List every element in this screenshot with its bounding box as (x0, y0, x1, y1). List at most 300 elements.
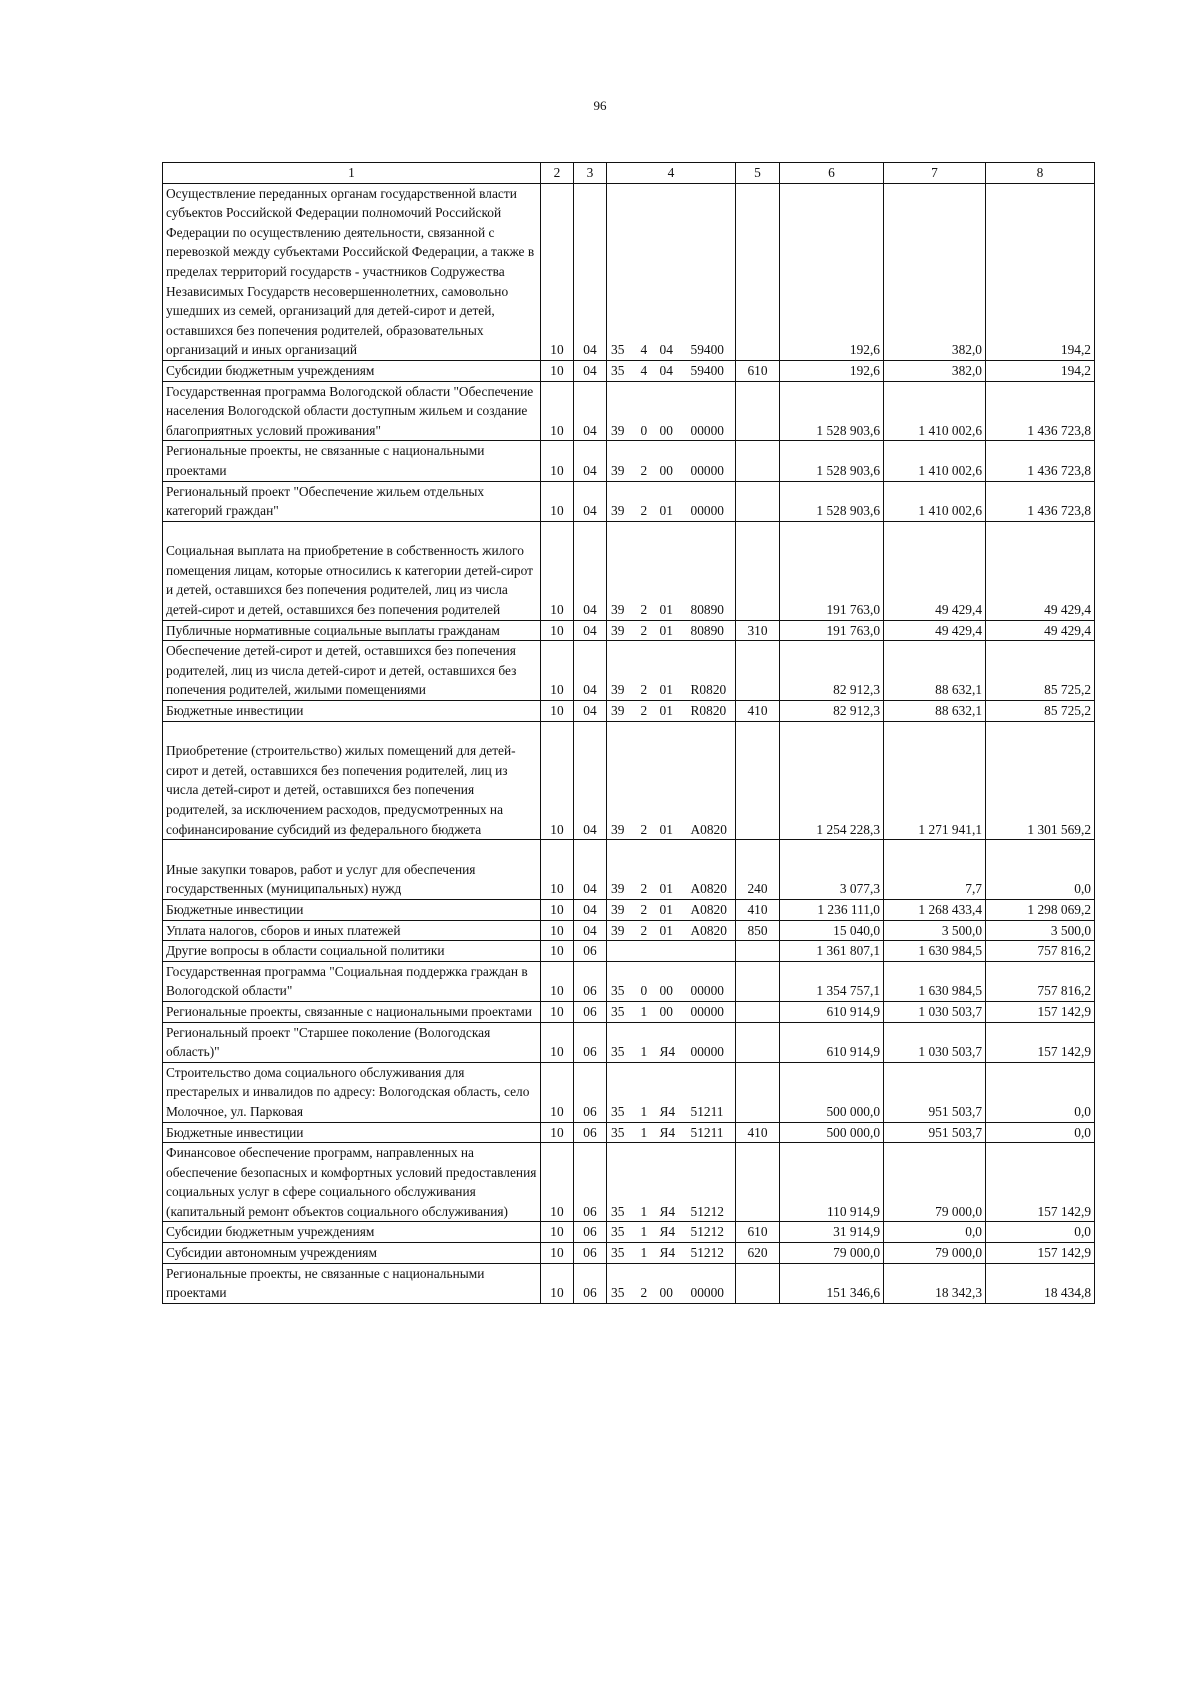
cell-value: 1 361 807,1 (816, 943, 881, 959)
amount-year-2-cell (884, 961, 986, 1001)
amount-year-3-cell (986, 1062, 1095, 1122)
cell-value: 59400 (690, 342, 724, 358)
header-cell: 5 (736, 163, 780, 184)
subsection-code-cell (574, 721, 607, 840)
cell-value: 10 (550, 922, 564, 938)
cell-value: 00 (659, 983, 673, 999)
subprogram-code-cell (639, 481, 658, 521)
direction-code-cell (687, 1222, 736, 1243)
cell-value: 06 (583, 1224, 597, 1240)
cell-value: 2 (640, 682, 648, 698)
section-code-cell (541, 840, 574, 900)
cell-value: 191 763,0 (826, 622, 881, 638)
cell-value: 1 410 002,6 (918, 422, 983, 438)
cell-value: 35 (611, 1044, 625, 1060)
expense-type-cell (736, 1222, 780, 1243)
project-code-cell (658, 641, 687, 701)
section-code-cell (541, 1001, 574, 1022)
cell-value: 39 (611, 503, 625, 519)
expense-type-cell (736, 1001, 780, 1022)
amount-year-1-cell (780, 1263, 884, 1303)
expense-type-cell (736, 521, 780, 620)
row-name-cell (163, 481, 541, 521)
cell-value: 01 (659, 881, 673, 897)
direction-code-cell (687, 1243, 736, 1264)
cell-value: 00000 (690, 462, 724, 478)
project-code-cell (658, 620, 687, 641)
project-code-cell (658, 1062, 687, 1122)
program-code-cell (607, 1022, 639, 1062)
subprogram-code-cell (639, 183, 658, 360)
expense-type-cell (736, 481, 780, 521)
subsection-code-cell (574, 381, 607, 441)
expense-type-cell (736, 360, 780, 381)
cell-value: 39 (611, 622, 625, 638)
cell-value: 1 268 433,4 (918, 901, 983, 917)
amount-year-1-cell (780, 899, 884, 920)
cell-value: 10 (550, 881, 564, 897)
program-code-cell (607, 641, 639, 701)
row-name-text: Бюджетные инвестиции (166, 1124, 304, 1140)
cell-value: 00000 (690, 1044, 724, 1060)
row-name-text: Приобретение (строительство) жилых помещений для детей-сирот и детей, оставшихся без попечения родителей, лиц из числа детей-сирот и детей, оставшихся без попечения родителей, за исключением расходов, предусмотренных на софинансирование субсидий из федерального бюджета (166, 743, 516, 837)
cell-value: 01 (659, 622, 673, 638)
cell-value: 49 429,4 (935, 602, 983, 618)
expense-type-cell (736, 920, 780, 941)
cell-value: 39 (611, 821, 625, 837)
subprogram-code-cell (639, 1263, 658, 1303)
expense-type-cell (736, 1122, 780, 1143)
cell-value: 39 (611, 462, 625, 478)
budget-table (162, 162, 1095, 1304)
subsection-code-cell (574, 641, 607, 701)
cell-value: 04 (583, 682, 597, 698)
cell-value: 620 (747, 1245, 768, 1261)
row-name-cell (163, 961, 541, 1001)
amount-year-2-cell (884, 1122, 986, 1143)
expense-type-cell (736, 441, 780, 481)
table-row (163, 360, 1095, 381)
expense-type-cell (736, 1062, 780, 1122)
row-name-text: Иные закупки товаров, работ и услуг для обеспечения государственных (муниципальных) нужд (166, 861, 476, 897)
cell-value: 10 (550, 602, 564, 618)
cell-value: 06 (583, 1124, 597, 1140)
project-code-cell (658, 701, 687, 722)
row-name-text: Региональный проект "Старшее поколение (Вологодская область)" (166, 1024, 491, 1060)
subsection-code-cell (574, 183, 607, 360)
cell-value: 191 763,0 (826, 602, 881, 618)
row-name-text: Социальная выплата на приобретение в собственность жилого помещения лицам, которые относились к категории детей-сирот и детей, оставшихся без попечения родителей, лиц из числа детей-сирот и детей, оставшихся без попечения родителей (166, 543, 533, 618)
cell-value: 382,0 (951, 342, 983, 358)
expense-type-cell (736, 1022, 780, 1062)
subsection-code-cell (574, 481, 607, 521)
row-name-text: Региональные проекты, связанные с национальными проектами (166, 1003, 532, 1019)
amount-year-1-cell (780, 1022, 884, 1062)
subsection-code-cell (574, 1243, 607, 1264)
direction-code-cell (687, 381, 736, 441)
cell-value: 1 410 002,6 (918, 462, 983, 478)
row-name-text: Бюджетные инвестиции (166, 901, 304, 917)
cell-value: 10 (550, 703, 564, 719)
subsection-code-cell (574, 1222, 607, 1243)
cell-value: 2 (640, 1285, 648, 1301)
amount-year-2-cell (884, 641, 986, 701)
subsection-code-cell (574, 1143, 607, 1222)
cell-value: 59400 (690, 362, 724, 378)
cell-value: 39 (611, 602, 625, 618)
cell-value: 10 (550, 462, 564, 478)
cell-value: 88 632,1 (935, 682, 983, 698)
cell-value: 88 632,1 (935, 703, 983, 719)
cell-value: 4 (640, 362, 648, 378)
direction-code-cell (687, 1001, 736, 1022)
cell-value: 06 (583, 1245, 597, 1261)
table-row (163, 920, 1095, 941)
section-code-cell (541, 1243, 574, 1264)
cell-value: 06 (583, 983, 597, 999)
cell-value: 35 (611, 1285, 625, 1301)
cell-value: 1 (640, 1245, 648, 1261)
cell-value: 10 (550, 422, 564, 438)
program-code-cell (607, 1222, 639, 1243)
cell-value: 1 436 723,8 (1027, 422, 1092, 438)
amount-year-3-cell (986, 521, 1095, 620)
cell-value: 157 142,9 (1037, 1245, 1092, 1261)
subsection-code-cell (574, 920, 607, 941)
cell-value: 0,0 (1074, 1224, 1092, 1240)
cell-value: 51212 (690, 1203, 724, 1219)
subprogram-code-cell (639, 521, 658, 620)
cell-value: 850 (747, 922, 768, 938)
table-row (163, 941, 1095, 962)
row-name-text: Осуществление переданных органам государственной власти субъектов Российской Федерации полномочий Российской Федерации по осуществлению деятельности, связанной с перевозкой между субъектами Российской Федерации, а также в пределах территорий государств - участников Содружества Независимых Государств несовершеннолетних, самовольно ушедших из семей, организаций для детей-сирот и детей, оставшихся без попечения родителей, образовательных организаций и иных организаций (166, 185, 535, 358)
row-name-text: Государственная программа Вологодской области "Обеспечение населения Вологодской области доступным жильем и создание благоприятных условий проживания" (166, 383, 534, 438)
project-code-cell (658, 481, 687, 521)
cell-value: 1 (640, 1003, 648, 1019)
cell-value: 04 (583, 821, 597, 837)
header-cell: 7 (884, 163, 986, 184)
subsection-code-cell (574, 1263, 607, 1303)
cell-value: 2 (640, 462, 648, 478)
cell-value: 1 (640, 1044, 648, 1060)
cell-value: 1 030 503,7 (918, 1003, 983, 1019)
cell-value: 1 236 111,0 (817, 901, 881, 917)
cell-value: 01 (659, 602, 673, 618)
project-code-cell (658, 941, 687, 962)
header-cell: 6 (780, 163, 884, 184)
direction-code-cell (687, 1022, 736, 1062)
row-name-cell (163, 521, 541, 620)
amount-year-3-cell (986, 481, 1095, 521)
amount-year-2-cell (884, 620, 986, 641)
cell-value: А0820 (690, 881, 727, 897)
subprogram-code-cell (639, 961, 658, 1001)
subsection-code-cell (574, 360, 607, 381)
cell-value: 00 (659, 1285, 673, 1301)
expense-type-cell (736, 641, 780, 701)
subsection-code-cell (574, 941, 607, 962)
header-cell: 2 (541, 163, 574, 184)
subprogram-code-cell (639, 1243, 658, 1264)
row-name-text: Строительство дома социального обслуживания для престарелых и инвалидов по адресу: Вологодская область, село Молочное, ул. Парковая (166, 1064, 530, 1119)
cell-value: 757 816,2 (1037, 983, 1092, 999)
amount-year-3-cell (986, 1263, 1095, 1303)
program-code-cell (607, 481, 639, 521)
cell-value: 1 (640, 1224, 648, 1240)
subsection-code-cell (574, 1001, 607, 1022)
cell-value: 240 (747, 881, 768, 897)
cell-value: 00000 (690, 1285, 724, 1301)
section-code-cell (541, 521, 574, 620)
section-code-cell (541, 1222, 574, 1243)
amount-year-3-cell (986, 360, 1095, 381)
cell-value: 1 298 069,2 (1027, 901, 1092, 917)
cell-value: 18 342,3 (935, 1285, 983, 1301)
row-name-text: Субсидии автономным учреждениям (166, 1245, 377, 1261)
cell-value: 04 (583, 922, 597, 938)
cell-value: 82 912,3 (833, 682, 881, 698)
subprogram-code-cell (639, 1022, 658, 1062)
amount-year-1-cell (780, 1222, 884, 1243)
program-code-cell (607, 1062, 639, 1122)
subsection-code-cell (574, 1062, 607, 1122)
section-code-cell (541, 1022, 574, 1062)
row-name-text: Региональный проект "Обеспечение жильем отдельных категорий граждан" (166, 483, 485, 519)
row-name-cell (163, 381, 541, 441)
cell-value: R0820 (690, 682, 727, 698)
subprogram-code-cell (639, 1122, 658, 1143)
cell-value: 01 (659, 503, 673, 519)
cell-value: 1 301 569,2 (1027, 821, 1092, 837)
amount-year-1-cell (780, 620, 884, 641)
program-code-cell (607, 521, 639, 620)
table-body (163, 183, 1095, 1303)
program-code-cell (607, 620, 639, 641)
cell-value: 80890 (690, 622, 724, 638)
cell-value: 2 (640, 503, 648, 519)
program-code-cell (607, 381, 639, 441)
project-code-cell (658, 961, 687, 1001)
cell-value: 951 503,7 (928, 1124, 983, 1140)
direction-code-cell (687, 1062, 736, 1122)
cell-value: 194,2 (1060, 362, 1092, 378)
section-code-cell (541, 360, 574, 381)
row-name-cell (163, 1062, 541, 1122)
program-code-cell (607, 183, 639, 360)
cell-value: 157 142,9 (1037, 1203, 1092, 1219)
expense-type-cell (736, 620, 780, 641)
table-row (163, 1062, 1095, 1122)
amount-year-3-cell (986, 920, 1095, 941)
direction-code-cell (687, 1143, 736, 1222)
cell-value: 10 (550, 682, 564, 698)
amount-year-1-cell (780, 1122, 884, 1143)
amount-year-1-cell (780, 1001, 884, 1022)
row-name-cell (163, 899, 541, 920)
cell-value: 49 429,4 (1044, 622, 1092, 638)
amount-year-2-cell (884, 381, 986, 441)
cell-value: 51212 (690, 1245, 724, 1261)
direction-code-cell (687, 620, 736, 641)
header-cell: 1 (163, 163, 541, 184)
subsection-code-cell (574, 1022, 607, 1062)
cell-value: 39 (611, 881, 625, 897)
amount-year-1-cell (780, 1143, 884, 1222)
cell-value: 7,7 (965, 881, 983, 897)
cell-value: 1 030 503,7 (918, 1044, 983, 1060)
cell-value: 00000 (690, 422, 724, 438)
cell-value: 110 914,9 (826, 1203, 881, 1219)
cell-value: 2 (640, 602, 648, 618)
subsection-code-cell (574, 840, 607, 900)
subprogram-code-cell (639, 441, 658, 481)
direction-code-cell (687, 481, 736, 521)
table-row (163, 1122, 1095, 1143)
section-code-cell (541, 1122, 574, 1143)
amount-year-2-cell (884, 899, 986, 920)
subsection-code-cell (574, 1122, 607, 1143)
amount-year-3-cell (986, 1143, 1095, 1222)
cell-value: 1 630 984,5 (918, 943, 983, 959)
cell-value: 04 (659, 342, 673, 358)
cell-value: 410 (747, 901, 768, 917)
cell-value: 0,0 (965, 1224, 983, 1240)
subprogram-code-cell (639, 641, 658, 701)
amount-year-2-cell (884, 840, 986, 900)
cell-value: 06 (583, 1203, 597, 1219)
project-code-cell (658, 1243, 687, 1264)
section-code-cell (541, 721, 574, 840)
table-row (163, 1243, 1095, 1264)
cell-value: 1 254 228,3 (816, 821, 881, 837)
table-row (163, 1222, 1095, 1243)
amount-year-3-cell (986, 1022, 1095, 1062)
section-code-cell (541, 920, 574, 941)
cell-value: Я4 (659, 1103, 676, 1119)
cell-value: 49 429,4 (1044, 602, 1092, 618)
project-code-cell (658, 183, 687, 360)
direction-code-cell (687, 941, 736, 962)
subprogram-code-cell (639, 1222, 658, 1243)
cell-value: 06 (583, 1003, 597, 1019)
cell-value: 01 (659, 922, 673, 938)
subprogram-code-cell (639, 941, 658, 962)
cell-value: 04 (583, 342, 597, 358)
row-name-cell (163, 941, 541, 962)
direction-code-cell (687, 899, 736, 920)
cell-value: 00000 (690, 503, 724, 519)
table-row (163, 899, 1095, 920)
row-name-text: Бюджетные инвестиции (166, 703, 304, 719)
cell-value: 35 (611, 1003, 625, 1019)
cell-value: 2 (640, 622, 648, 638)
direction-code-cell (687, 920, 736, 941)
amount-year-3-cell (986, 721, 1095, 840)
cell-value: 04 (583, 602, 597, 618)
amount-year-2-cell (884, 1222, 986, 1243)
cell-value: 39 (611, 901, 625, 917)
row-name-text: Региональные проекты, не связанные с национальными проектами (166, 1265, 485, 1301)
row-name-text: Региональные проекты, не связанные с национальными проектами (166, 443, 485, 478)
cell-value: 85 725,2 (1044, 682, 1092, 698)
program-code-cell (607, 941, 639, 962)
subsection-code-cell (574, 620, 607, 641)
section-code-cell (541, 1143, 574, 1222)
amount-year-3-cell (986, 1001, 1095, 1022)
table-row (163, 840, 1095, 900)
cell-value: 10 (550, 362, 564, 378)
cell-value: 79 000,0 (935, 1203, 983, 1219)
section-code-cell (541, 941, 574, 962)
cell-value: 06 (583, 1044, 597, 1060)
amount-year-3-cell (986, 941, 1095, 962)
cell-value: 192,6 (849, 342, 881, 358)
amount-year-2-cell (884, 920, 986, 941)
amount-year-2-cell (884, 1062, 986, 1122)
amount-year-2-cell (884, 721, 986, 840)
row-name-cell (163, 1222, 541, 1243)
amount-year-1-cell (780, 721, 884, 840)
amount-year-1-cell (780, 481, 884, 521)
cell-value: 04 (583, 422, 597, 438)
subprogram-code-cell (639, 721, 658, 840)
cell-value: Я4 (659, 1124, 676, 1140)
amount-year-1-cell (780, 381, 884, 441)
subsection-code-cell (574, 521, 607, 620)
project-code-cell (658, 1222, 687, 1243)
table-row (163, 1001, 1095, 1022)
cell-value: 1 354 757,1 (816, 983, 881, 999)
amount-year-2-cell (884, 183, 986, 360)
cell-value: 3 500,0 (1050, 922, 1092, 938)
cell-value: 00 (659, 1003, 673, 1019)
cell-value: 10 (550, 821, 564, 837)
amount-year-1-cell (780, 961, 884, 1001)
project-code-cell (658, 360, 687, 381)
project-code-cell (658, 381, 687, 441)
amount-year-2-cell (884, 441, 986, 481)
subprogram-code-cell (639, 840, 658, 900)
row-name-text: Обеспечение детей-сирот и детей, оставшихся без попечения родителей, лиц из числа детей-сирот и детей, оставшихся без попечения родителей, жилыми помещениями (166, 643, 517, 698)
cell-value: 04 (583, 362, 597, 378)
cell-value: 04 (583, 881, 597, 897)
cell-value: 310 (747, 622, 768, 638)
expense-type-cell (736, 961, 780, 1001)
row-name-text: Государственная программа "Социальная поддержка граждан в Вологодской области" (166, 963, 528, 999)
cell-value: 2 (640, 881, 648, 897)
amount-year-1-cell (780, 360, 884, 381)
amount-year-3-cell (986, 441, 1095, 481)
cell-value: 1 436 723,8 (1027, 503, 1092, 519)
amount-year-2-cell (884, 941, 986, 962)
row-name-cell (163, 721, 541, 840)
section-code-cell (541, 701, 574, 722)
cell-value: 79 000,0 (935, 1245, 983, 1261)
amount-year-2-cell (884, 1263, 986, 1303)
project-code-cell (658, 721, 687, 840)
subprogram-code-cell (639, 1062, 658, 1122)
cell-value: А0820 (690, 901, 727, 917)
cell-value: R0820 (690, 703, 727, 719)
subsection-code-cell (574, 899, 607, 920)
cell-value: 00000 (690, 1003, 724, 1019)
cell-value: А0820 (690, 821, 727, 837)
cell-value: 1 (640, 1203, 648, 1219)
table-row (163, 1263, 1095, 1303)
row-name-text: Субсидии бюджетным учреждениям (166, 362, 375, 378)
cell-value: 51211 (690, 1124, 724, 1140)
table-row (163, 620, 1095, 641)
